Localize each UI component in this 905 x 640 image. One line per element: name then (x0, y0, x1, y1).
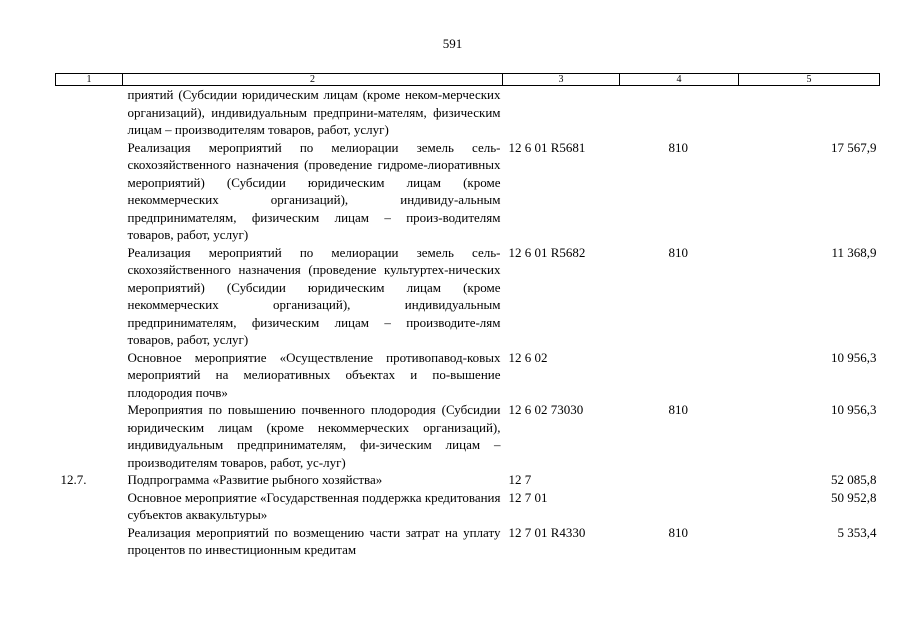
row-name: Реализация мероприятий по возмещению части затрат на уплату процентов по инвестиционным кредитам (127, 524, 501, 557)
table-row (56, 349, 880, 402)
row-amount: 11 368,9 (831, 244, 877, 260)
table-row (56, 86, 880, 139)
row-name: Мероприятия по повышению почвенного плодородия (Субсидии юридическим лицам (кроме некоммерческих организаций), индивидуальным предпринимателям, фи-зическим лицам – производителям товаров, работ, ус-луг) (127, 402, 501, 470)
column-header-4: 4 (620, 74, 739, 86)
row-number (56, 524, 123, 559)
row-name: Реализация мероприятий по мелиорации земель сель-скохозяйственного назначения (проведение культуртех-нических мероприятий) (Субсидии юридическим лицам (кроме некоммерческих организаций), индивидуальным предпринимателям, физическим лицам – производите-лям товаров, работ, услуг) (127, 244, 501, 347)
table-row (56, 471, 880, 489)
row-amount: 52 085,8 (831, 472, 877, 487)
row-expense-type: 810 (668, 244, 688, 260)
row-code (503, 86, 620, 139)
row-expense-type (620, 489, 739, 524)
row-code: 12 7 01 (508, 489, 548, 505)
table-body (56, 86, 880, 559)
row-expense-type: 810 (668, 402, 688, 417)
column-header-5: 5 (739, 74, 880, 86)
column-header-2: 2 (123, 74, 503, 86)
row-number (56, 349, 123, 402)
row-expense-type (620, 471, 739, 489)
row-amount: 50 952,8 (831, 489, 877, 505)
row-name: приятий (Субсидии юридическим лицам (кроме неком-мерческих организаций), индивидуальным предприни-мателям, физическим лицам – производителям товаров, работ, услуг) (127, 87, 501, 137)
row-code: 12 7 01 R4330 (508, 524, 586, 540)
row-code: 12 7 (508, 472, 532, 487)
table-row (56, 489, 880, 524)
row-name: Основное мероприятие «Осуществление противопавод-ковых мероприятий на мелиоративных объектах и по-вышение плодородия почв» (127, 349, 501, 400)
table-header (56, 74, 880, 86)
row-amount: 10 956,3 (831, 349, 877, 365)
row-name: Подпрограмма «Развитие рыбного хозяйства» (127, 472, 383, 487)
row-expense-type: 810 (668, 139, 688, 155)
row-amount: 10 956,3 (831, 402, 877, 417)
row-expense-type (620, 349, 739, 402)
row-name: Реализация мероприятий по мелиорации земель сель-скохозяйственного назначения (проведение гидроме-лиоративных мероприятий) (Субсидии юридическим лицам (кроме некоммерческих организаций), индивиду-альным предпринимателям, физическим лицам – произ-водителям товаров, работ, услуг) (127, 139, 501, 242)
budget-table (55, 73, 880, 559)
row-number (56, 86, 123, 139)
table-row (56, 139, 880, 244)
row-amount: 5 353,4 (837, 524, 877, 540)
table-row (56, 244, 880, 349)
row-number (56, 401, 123, 471)
column-header-1: 1 (56, 74, 123, 86)
row-amount (739, 86, 880, 139)
row-expense-type: 810 (668, 524, 688, 540)
row-number (56, 244, 123, 349)
row-number (56, 139, 123, 244)
row-number (56, 489, 123, 524)
row-code: 12 6 01 R5681 (508, 139, 586, 155)
row-number: 12.7. (60, 472, 87, 487)
row-amount: 17 567,9 (831, 139, 877, 155)
row-code: 12 6 01 R5682 (508, 244, 586, 260)
row-name: Основное мероприятие «Государственная поддержка кредитования субъектов аквакультуры» (127, 489, 501, 522)
row-expense-type (620, 86, 739, 139)
header-row (56, 74, 880, 86)
row-code: 12 6 02 (508, 349, 548, 365)
table-row (56, 524, 880, 559)
column-header-3: 3 (503, 74, 620, 86)
row-code: 12 6 02 73030 (508, 402, 584, 417)
table-row (56, 401, 880, 471)
page-number: 591 (442, 36, 463, 51)
